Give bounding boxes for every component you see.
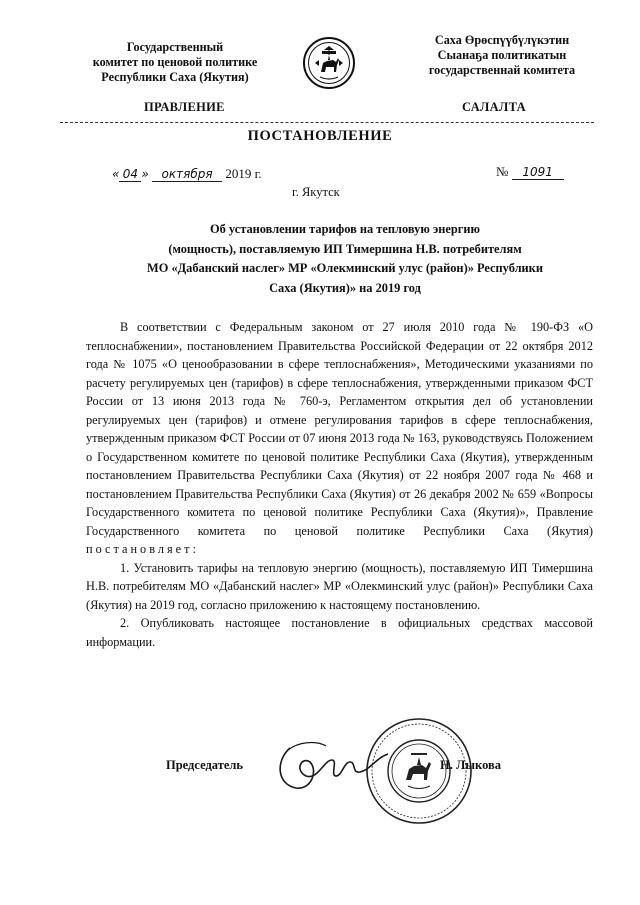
header-left-line3: Республики Саха (Якутия)	[101, 70, 249, 84]
subject-line3: МО «Дабанский наслег» МР «Олекминский улус (район)» Республики	[147, 261, 543, 275]
header-left-line1: Государственный	[126, 40, 224, 54]
header-right-line1: Саха Өрөспүүбүлүкэтин	[434, 33, 570, 47]
date-open-quote: «	[112, 167, 120, 181]
header-divider	[60, 122, 594, 123]
issue-place: г. Якутск	[292, 185, 340, 199]
body-item-1: 1. Установить тарифы на тепловую энергию (мощность), поставляемую ИП Тимершина Н.В. потребителям МО «Дабанский наслег» МР «Олекминский улус (район)» Республики Саха (Якутия) на 2019 год, согласно приложению к настоящему постановлению.	[86, 560, 593, 612]
board-label-left: ПРАВЛЕНИЕ	[144, 100, 225, 114]
board-label-right: САЛАЛТА	[462, 100, 526, 114]
header-left-line2: комитет по ценовой политике	[92, 55, 258, 69]
subject-line2: (мощность), поставляемую ИП Тимершина Н.В. потребителям	[168, 241, 522, 256]
date-close-quote: »	[141, 167, 149, 181]
preamble-text: В соответствии с Федеральным законом от 27 июля 2010 года № 190-ФЗ «О теплоснабжении», постановлением Правительства Российской Федерации от 22 октября 2012 года № 1075 «О ценообразовании в сфере теплоснабжения», Методическими указаниями по расчету регулируемых цен (тарифов) в сфере теплоснабжения, утвержденными приказом ФСТ России от 13 июня 2013 года № 760-э, Регламентом открытия дел об установлении регулируемых цен (тарифов) и отмене регулирования тарифов в сфере теплоснабжения, утвержденным приказом ФСТ России от 07 июня 2013 года № 163, руководствуясь Положением о Государственном комитете по ценовой политике Республики Саха (Якутия), утвержденным постановлением Правительства Республики Саха (Якутия) от 22 ноября 2007 года № 468 и постановлением Правительства Республики Саха (Якутия) от 26 декабря 2002 № 659 «Вопросы Государственного комитета по ценовой политике Республики Саха (Якутия)», Правление Государственного комитета по ценовой политике Республики Саха (Якутия)	[86, 320, 593, 538]
body-preamble	[86, 318, 593, 559]
number-value: 1091	[512, 165, 564, 180]
header-left-block	[60, 40, 290, 85]
number-prefix: №	[496, 164, 509, 179]
document-subject	[110, 220, 580, 298]
coat-of-arms-emblem-icon	[302, 36, 356, 90]
header-right-block	[382, 33, 622, 78]
header-right-line3: государственнай комитета	[428, 63, 576, 77]
date-month: октября	[152, 167, 222, 182]
document-date	[112, 166, 262, 182]
signatory-title: Председатель	[166, 758, 244, 772]
document-body	[86, 318, 593, 651]
subject-line4: Саха (Якутия)» на 2019 год	[269, 280, 421, 295]
subject-line1: Об установлении тарифов на тепловую энергию	[209, 222, 481, 236]
body-item-2: 2. Опубликовать настоящее постановление в официальных средствах массовой информации.	[86, 616, 593, 649]
header-right-line2: Сыанаҕа политикатын	[437, 48, 567, 62]
handwritten-signature-icon	[272, 730, 392, 800]
signatory-name: Н. Лыкова	[440, 758, 502, 772]
document-number	[496, 164, 564, 180]
document-type-title: ПОСТАНОВЛЕНИЕ	[247, 128, 393, 144]
resolves-word: постановляет:	[86, 542, 199, 556]
date-year: 2019 г.	[225, 166, 262, 181]
date-day: 04	[119, 167, 141, 182]
